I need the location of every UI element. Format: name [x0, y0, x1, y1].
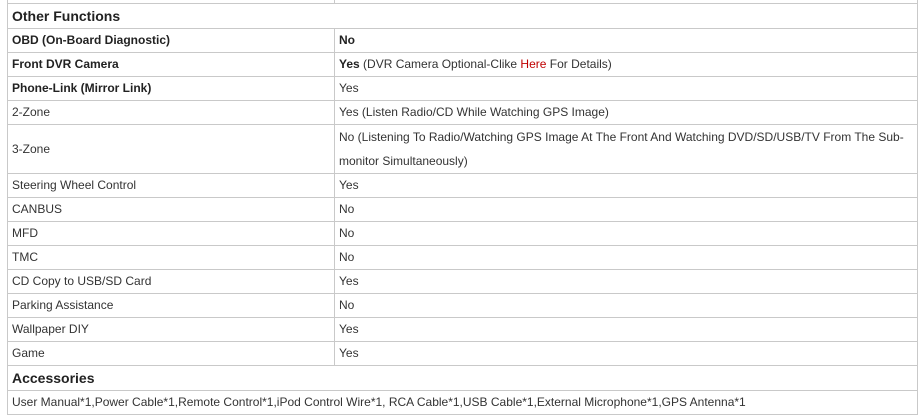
row-label: 2-Zone [8, 101, 335, 125]
row-label: Steering Wheel Control [8, 174, 335, 198]
section-header-accessories [8, 366, 918, 391]
row-note-before: (DVR Camera Optional-Clike [359, 57, 521, 71]
spec-table [7, 0, 918, 415]
row-value: No (Listening To Radio/Watching GPS Image At The Front And Watching DVD/SD/USB/TV From The Sub-monitor Simultaneously) [335, 125, 918, 174]
row-value: Yes [335, 174, 918, 198]
row-value: Yes [335, 318, 918, 342]
table-row [8, 198, 918, 222]
row-label: 3-Zone [8, 125, 335, 174]
table-row [8, 29, 918, 53]
table-row [8, 342, 918, 366]
accessories-list: User Manual*1,Power Cable*1,Remote Control*1,iPod Control Wire*1, RCA Cable*1,USB Cable*1,External Microphone*1,GPS Antenna*1 [8, 391, 918, 415]
row-value: Yes (Listen Radio/CD While Watching GPS Image) [335, 101, 918, 125]
details-link[interactable]: Here [520, 57, 547, 71]
accessories-row [8, 391, 918, 415]
table-row [8, 101, 918, 125]
row-value-main: Yes [339, 57, 360, 71]
row-label: CANBUS [8, 198, 335, 222]
table-row [8, 77, 918, 101]
row-value: Yes [335, 342, 918, 366]
row-value: No [335, 198, 918, 222]
table-row [8, 270, 918, 294]
row-label: Front DVR Camera [8, 53, 335, 77]
row-value: Yes [335, 270, 918, 294]
table-row [8, 125, 918, 174]
row-label: CD Copy to USB/SD Card [8, 270, 335, 294]
row-label: Phone-Link (Mirror Link) [8, 77, 335, 101]
table-row [8, 174, 918, 198]
row-value: No [335, 222, 918, 246]
table-row [8, 246, 918, 270]
table-row [8, 222, 918, 246]
row-note-after: For Details) [546, 57, 612, 71]
table-row [8, 294, 918, 318]
section-title: Other Functions [8, 4, 918, 29]
row-value: Yes [335, 77, 918, 101]
row-label: Wallpaper DIY [8, 318, 335, 342]
table-row [8, 318, 918, 342]
row-label: Parking Assistance [8, 294, 335, 318]
row-value [335, 53, 918, 77]
row-label: TMC [8, 246, 335, 270]
section-title: Accessories [8, 366, 918, 391]
table-row [8, 53, 918, 77]
section-header-other-functions [8, 4, 918, 29]
row-value: No [335, 29, 918, 53]
row-value: No [335, 294, 918, 318]
row-label: MFD [8, 222, 335, 246]
row-label: Game [8, 342, 335, 366]
row-value: No [335, 246, 918, 270]
row-label: OBD (On-Board Diagnostic) [8, 29, 335, 53]
